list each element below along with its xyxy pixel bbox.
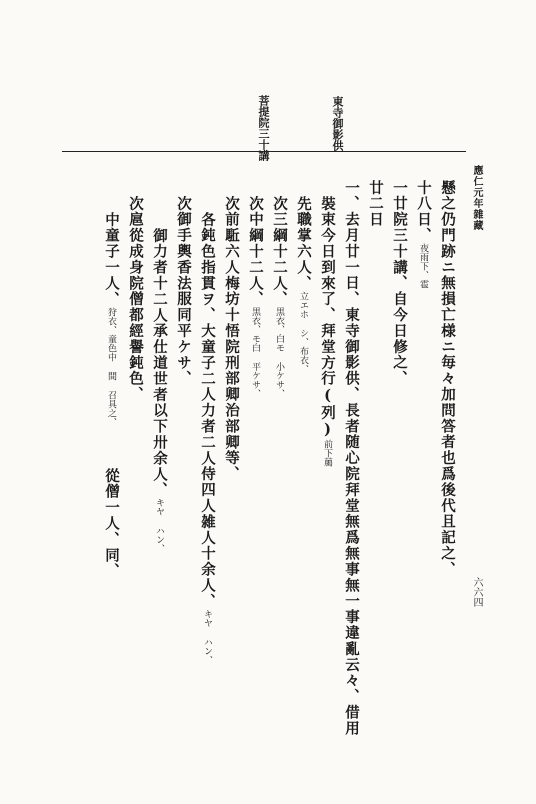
line-11-main: 各鈍色指貫ヲ、大童子二人力者二人侍四人雑人十余人、 [199, 212, 216, 610]
text-line-9 [248, 196, 263, 398]
text-line-4: 廿二日 [367, 180, 384, 228]
page-number: 六六四 [471, 577, 482, 607]
header-rule [62, 151, 466, 152]
line-6-main: 裝束今日到來了、拜堂方行(列) [319, 196, 336, 440]
line-7-note: 立エホ シ、布衣、 [298, 291, 308, 374]
line-9-main: 次中綱十二人、 [247, 196, 264, 308]
text-line-13 [152, 228, 167, 553]
text-line-15-lower: 從僧一人、同、 [103, 468, 120, 580]
line-15-main: 中童子一人、 [103, 212, 120, 308]
running-title: 應仁元年雜藏 [471, 165, 482, 231]
text-line-8 [272, 196, 287, 398]
text-line-10: 次前駈六人梅坊十悟院刑部卿治部卿等、 [223, 196, 240, 483]
line-6-note: 前下﨟 [322, 439, 332, 467]
text-line-6 [320, 196, 335, 467]
head-note-2: 東寺御影供 [331, 96, 344, 151]
line-13-main: 御力者十二人承仕道世者以下卅余人、 [151, 228, 168, 499]
text-line-1: 懸之仍門跡ニ無損亡様ニ毎々加問答者也爲後代且記之、 [439, 180, 456, 578]
line-9-note: 黒衣、モ白 平ケサ、 [250, 307, 260, 399]
date-18: 十八日、 [415, 180, 432, 244]
text-line-12: 次御手輿香法服同平ケサ、 [175, 196, 192, 387]
text-line-3: 一廿院三十講、自今日修之、 [391, 180, 408, 387]
line-7-main: 先職掌六人、 [295, 196, 312, 292]
text-line-7 [296, 196, 311, 373]
line-11-note: キヤ ハン、 [202, 609, 212, 665]
line-13-note: キヤ ハン、 [154, 498, 164, 554]
line-8-main: 次三綱十二人、 [271, 196, 288, 308]
line-15-note: 狩衣、童色中 間 召具之、 [106, 307, 116, 427]
line-8-note: 黒衣、白モ 小ケサ、 [274, 307, 284, 399]
text-line-11 [200, 212, 215, 665]
text-line-14: 次扈從成身院僧都經譽鈍色、 [127, 196, 144, 403]
weather-note: 夜雨下、雹 [418, 243, 428, 289]
head-note-1: 菩提院三十講 [257, 95, 270, 161]
text-line-5: 一、去月廿一日、東寺御影供、長者随心院拜堂無爲無事無一事違亂云々、借用 [343, 180, 360, 737]
text-line-2 [416, 180, 431, 289]
text-line-15 [104, 212, 119, 426]
